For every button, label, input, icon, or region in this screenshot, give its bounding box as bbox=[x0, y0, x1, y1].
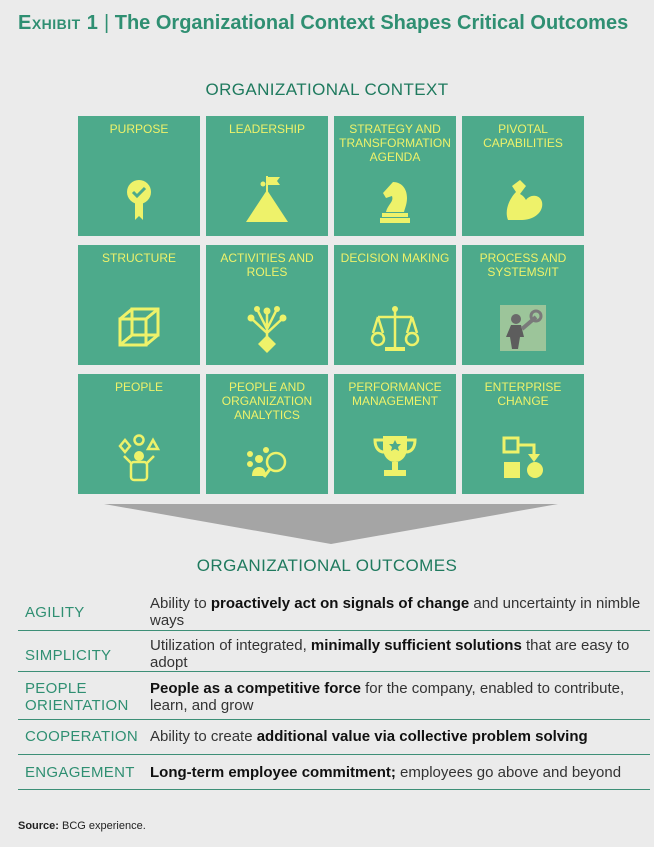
cell-label: ACTIVITIES AND ROLES bbox=[220, 251, 314, 279]
cell-label: STRUCTURE bbox=[102, 251, 176, 265]
outcome-row-engagement bbox=[18, 755, 650, 790]
outcome-description: Ability to create additional value via collective problem solving bbox=[150, 728, 588, 745]
cell-label: PURPOSE bbox=[109, 122, 169, 136]
context-cell-performance bbox=[334, 374, 456, 494]
exhibit-title-text: The Organizational Context Shapes Critical Outcomes bbox=[114, 12, 629, 34]
outcome-row-agility bbox=[18, 588, 650, 631]
balance-scale-icon bbox=[370, 303, 420, 353]
title-separator: | bbox=[103, 12, 110, 34]
context-cell-leadership bbox=[206, 116, 328, 236]
source-note: Source: BCG experience. bbox=[18, 820, 146, 832]
outcome-key: AGILITY bbox=[25, 604, 85, 621]
context-cell-strategy bbox=[334, 116, 456, 236]
context-cell-analytics bbox=[206, 374, 328, 494]
context-grid bbox=[78, 116, 586, 494]
exhibit-title bbox=[18, 10, 638, 36]
context-cell-activities bbox=[206, 245, 328, 365]
outcome-description: Utilization of integrated, minimally sufficient solutions that are easy to adopt bbox=[150, 637, 630, 671]
outcome-key: COOPERATION bbox=[25, 728, 139, 745]
people-magnifier-icon bbox=[242, 432, 292, 482]
cell-label: PERFORMANCE MANAGEMENT bbox=[348, 380, 442, 408]
cell-label: ENTERPRISE CHANGE bbox=[484, 380, 562, 408]
chess-knight-icon bbox=[370, 174, 420, 224]
outcome-row-people-orientation bbox=[18, 672, 650, 720]
cell-label: PEOPLE AND ORGANIZATION ANALYTICS bbox=[221, 380, 313, 422]
badge-ribbon-icon bbox=[114, 174, 164, 224]
cell-label: PEOPLE bbox=[114, 380, 164, 394]
cell-label: DECISION MAKING bbox=[340, 251, 450, 265]
down-arrow-shape bbox=[104, 504, 558, 544]
outcomes-heading: ORGANIZATIONAL OUTCOMES bbox=[196, 556, 458, 575]
mountain-flag-icon bbox=[242, 174, 292, 224]
outcome-key: SIMPLICITY bbox=[25, 647, 112, 664]
cell-label: LEADERSHIP bbox=[228, 122, 306, 136]
outcome-key: PEOPLE ORIENTATION bbox=[25, 680, 129, 714]
juggling-person-icon bbox=[114, 432, 164, 482]
trophy-icon bbox=[370, 432, 420, 482]
context-cell-change bbox=[462, 374, 584, 494]
outcome-description: Long-term employee commitment; employees go above and beyond bbox=[150, 764, 622, 781]
context-heading: ORGANIZATIONAL CONTEXT bbox=[205, 80, 449, 99]
branching-diamond-icon bbox=[242, 303, 292, 353]
outcome-key: ENGAGEMENT bbox=[25, 764, 135, 781]
outcomes-table bbox=[18, 588, 650, 790]
shapes-arrow-icon bbox=[498, 432, 548, 482]
context-cell-decision bbox=[334, 245, 456, 365]
outcome-row-cooperation bbox=[18, 720, 650, 755]
exhibit-number: Exhibit 1 bbox=[18, 12, 99, 34]
outcome-description: People as a competitive force for the company, enabled to contribute, learn, and grow bbox=[150, 680, 625, 714]
figure-wrench-icon bbox=[498, 303, 548, 353]
cube-frame-icon bbox=[114, 303, 164, 353]
cell-label: PIVOTAL CAPABILITIES bbox=[483, 122, 563, 150]
cell-label: STRATEGY AND TRANSFORMATION AGENDA bbox=[339, 122, 451, 164]
cell-label: PROCESS AND SYSTEMS/IT bbox=[479, 251, 567, 279]
context-cell-people bbox=[78, 374, 200, 494]
context-cell-purpose bbox=[78, 116, 200, 236]
outcome-row-simplicity bbox=[18, 631, 650, 672]
outcome-description: Ability to proactively act on signals of change and uncertainty in nimble ways bbox=[150, 595, 641, 629]
flexed-arm-icon bbox=[498, 174, 548, 224]
context-cell-process bbox=[462, 245, 584, 365]
context-cell-capabilities bbox=[462, 116, 584, 236]
context-cell-structure bbox=[78, 245, 200, 365]
